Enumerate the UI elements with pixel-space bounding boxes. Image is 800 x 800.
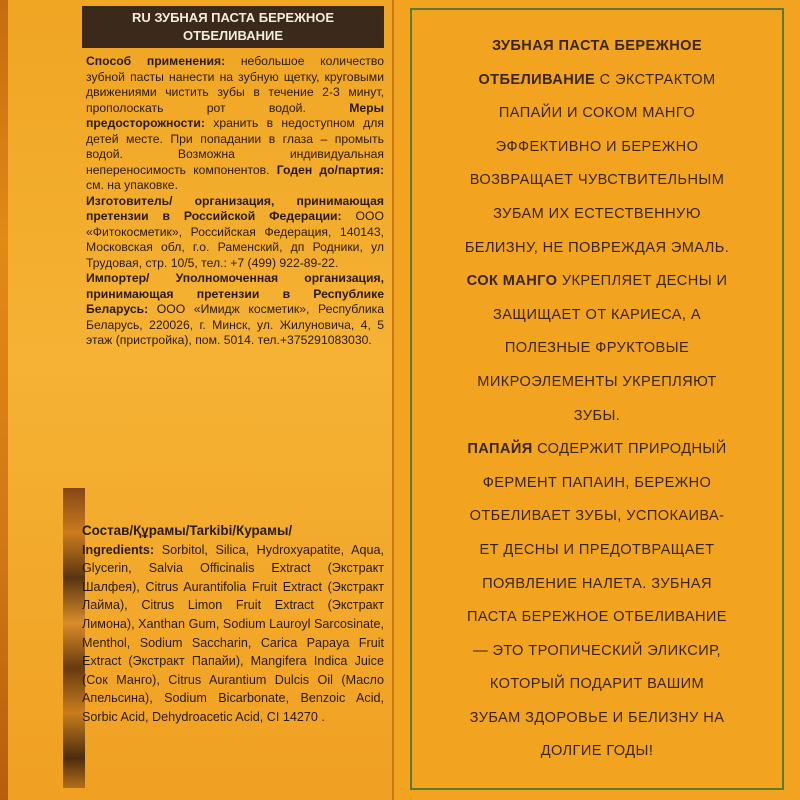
promo-line: ЗАЩИЩАЕТ ОТ КАРИЕСА, А (493, 306, 701, 323)
usage-text: небольшое количество зубной пасты нанести на зубную щетку, круговыми движениями чистить зубы в течение 2-3 минут, прополоскать рот водой. (86, 54, 384, 115)
promo-line: ПОЯВЛЕНИЕ НАЛЕТА. ЗУБНАЯ (482, 575, 712, 592)
promo-line: ЗУБНАЯ ПАСТА БЕРЕЖНОЕ (491, 38, 703, 54)
usage-instructions (86, 54, 384, 349)
importer-text: ООО «Имидж косметик», Республика Беларусь, 220026, г. Минск, ул. Жилуновича, 4, 5 этаж (пристройка), пом. 5014. тел.+375291083030. (86, 302, 385, 347)
ingredients-list: Sorbitol, Silica, Hydroxyapatite, Aqua, Glycerin, Salvia Officinalis Extract (Экстракт Шалфея), Citrus Aurantifolia Fruit Extract (Экстракт Лайма), Citrus Limon Fruit Extract (Экстракт Лимона), Xanthan Gum, Sodium Lauroyl Sarcosinate, Menthol, Sodium Saccharin, Carica Papaya Fruit Extract (Экстракт Папайи), Mangifera Indica Juice (Сок Манго), Citrus Aurantium Dulcis Oil (Масло Апельсина), Sodium Bicarbonate, Benzoic Acid, Sorbic Acid, Dehydroacetic Acid, CI 14270 . (82, 542, 384, 724)
header-line-2: ОТБЕЛИВАНИЕ (182, 28, 284, 43)
promo-description (414, 30, 780, 769)
promo-line: ДОЛГИЕ ГОДЫ! (540, 743, 654, 760)
promo-line: ОТБЕЛИВАНИЕ С ЭКСТРАКТОМ (478, 71, 716, 88)
promo-line: ФЕРМЕНТ ПАПАИН, БЕРЕЖНО (482, 474, 712, 491)
manufacturer-label: Изготовитель/ организация, принимающая претензии в Российской Федерации: (86, 193, 384, 223)
importer-label: Импортер/ Уполномоченная организация, принимающая претензии в Республике Беларусь: (86, 271, 384, 316)
shelf-life-label: Годен до/партия: (276, 162, 384, 177)
promo-line: ПАСТА БЕРЕЖНОЕ ОТБЕЛИВАНИЕ (467, 609, 727, 626)
promo-line: СОК МАНГО УКРЕПЛЯЕТ ДЕСНЫ И (466, 273, 728, 290)
ingredients-title: Состав/Құрамы/Tarkibi/Курамы/ (82, 523, 293, 538)
promo-line: ЗУБАМ ИХ ЕСТЕСТВЕННУЮ (493, 205, 701, 222)
promo-line: ОТБЕЛИВАЕТ ЗУБЫ, УСПОКАИВА- (469, 508, 725, 525)
promo-line: — ЭТО ТРОПИЧЕСКИЙ ЭЛИКСИР, (473, 642, 721, 659)
left-edge-decoration (0, 0, 8, 800)
promo-line: ПАПАЙИ И СОКОМ МАНГО (498, 105, 696, 122)
manufacturer-text: ООО «Фитокосметик», Российская Федерация, 140143, Московская обл, г.о. Раменский, дп Родники, ул Трудовая, стр. 10/5, тел.: +7 (499) 922-89-22. (86, 209, 384, 270)
promo-line: ЕТ ДЕСНЫ И ПРЕДОТВРАЩАЕТ (479, 541, 715, 558)
precautions-text: хранить в недоступном для детей месте. При попадании в глаза – промыть водой. Возможна индивидуальная непереносимость компонентов. (86, 116, 384, 177)
header-line-1: RU ЗУБНАЯ ПАСТА БЕРЕЖНОЕ (131, 10, 335, 25)
promo-line: КОТОРЫЙ ПОДАРИТ ВАШИМ (489, 676, 705, 693)
panel-fold-line (392, 0, 394, 800)
ru-section-header (82, 6, 384, 48)
promo-line: ВОЗВРАЩАЕТ ЧУВСТВИТЕЛЬНЫМ (469, 172, 725, 189)
precautions-label: Меры предосторожности: (86, 100, 384, 130)
ingredients-section (82, 522, 384, 727)
promo-line: ПАПАЙЯ СОДЕРЖИТ ПРИРОДНЫЙ (467, 441, 727, 458)
promo-line: ЭФФЕКТИВНО И БЕРЕЖНО (495, 138, 699, 155)
promo-line: МИКРОЭЛЕМЕНТЫ УКРЕПЛЯЮТ (477, 373, 717, 390)
ingredients-label: Ingredients: (82, 542, 155, 557)
usage-label: Способ применения: (86, 54, 226, 68)
promo-line: ЗУБЫ. (573, 407, 621, 424)
promo-line: ЗУБАМ ЗДОРОВЬЕ И БЕЛИЗНУ НА (469, 709, 725, 726)
promo-line: БЕЛИЗНУ, НЕ ПОВРЕЖДАЯ ЭМАЛЬ. (464, 239, 730, 256)
promo-line: ПОЛЕЗНЫЕ ФРУКТОВЫЕ (504, 340, 690, 357)
shelf-life-text: см. на упаковке. (86, 178, 178, 192)
